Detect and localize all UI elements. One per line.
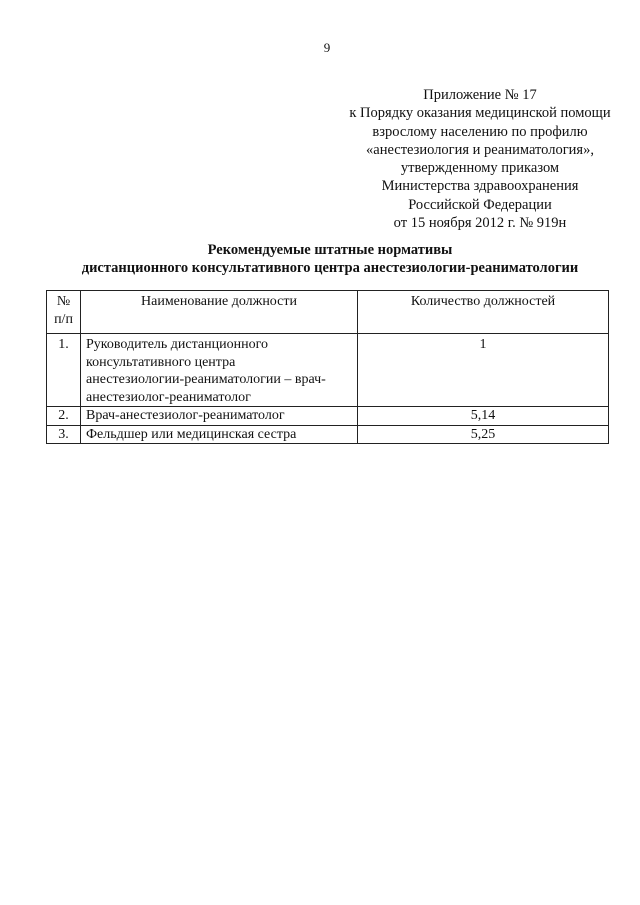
position-name-line: анестезиолог-реаниматолог (86, 389, 251, 405)
appendix-line: утвержденному приказом (400, 160, 560, 177)
row-quantity: 1 (358, 334, 609, 407)
appendix-line: от 15 ноября 2012 г. № 919н (393, 215, 567, 232)
header-quantity: Количество должностей (358, 291, 609, 334)
row-quantity: 5,25 (358, 425, 609, 444)
appendix-line: взрослому населению по профилю (372, 123, 588, 140)
header-number-abbr: п/п (54, 312, 73, 327)
table-row (47, 334, 609, 407)
appendix-line: Министерства здравоохранения (381, 178, 579, 195)
title-line-2: дистанционного консультативного центра анестезиологии-реаниматологии (81, 260, 579, 276)
header-number-symbol: № (56, 294, 71, 309)
table-header-row (47, 291, 609, 334)
appendix-line: Приложение № 17 (423, 87, 537, 103)
row-number: 3. (47, 425, 81, 444)
position-name-line: консультативного центра (86, 354, 236, 370)
page-number: 9 (323, 40, 331, 55)
document-title (0, 241, 640, 277)
row-position-name: Врач-анестезиолог-реаниматолог (81, 407, 358, 426)
header-position-name: Наименование должности (81, 291, 358, 334)
title-line-1: Рекомендуемые штатные нормативы (207, 242, 453, 258)
row-position-name (81, 334, 358, 407)
position-name-line: анестезиологии-реаниматологии – врач- (86, 372, 326, 387)
row-number: 1. (47, 334, 81, 407)
row-quantity: 5,14 (358, 407, 609, 426)
position-name-line: Руководитель дистанционного (86, 337, 268, 352)
header-number (47, 291, 81, 334)
appendix-line: «анестезиология и реаниматология», (366, 141, 594, 158)
table-row (47, 407, 609, 426)
row-number: 2. (47, 407, 81, 426)
row-position-name: Фельдшер или медицинская сестра (81, 425, 358, 444)
appendix-line: Российской Федерации (408, 196, 552, 213)
appendix-header (320, 86, 640, 232)
table-row (47, 425, 609, 444)
appendix-line: к Порядку оказания медицинской помощи (349, 105, 611, 122)
staffing-table (46, 290, 609, 444)
